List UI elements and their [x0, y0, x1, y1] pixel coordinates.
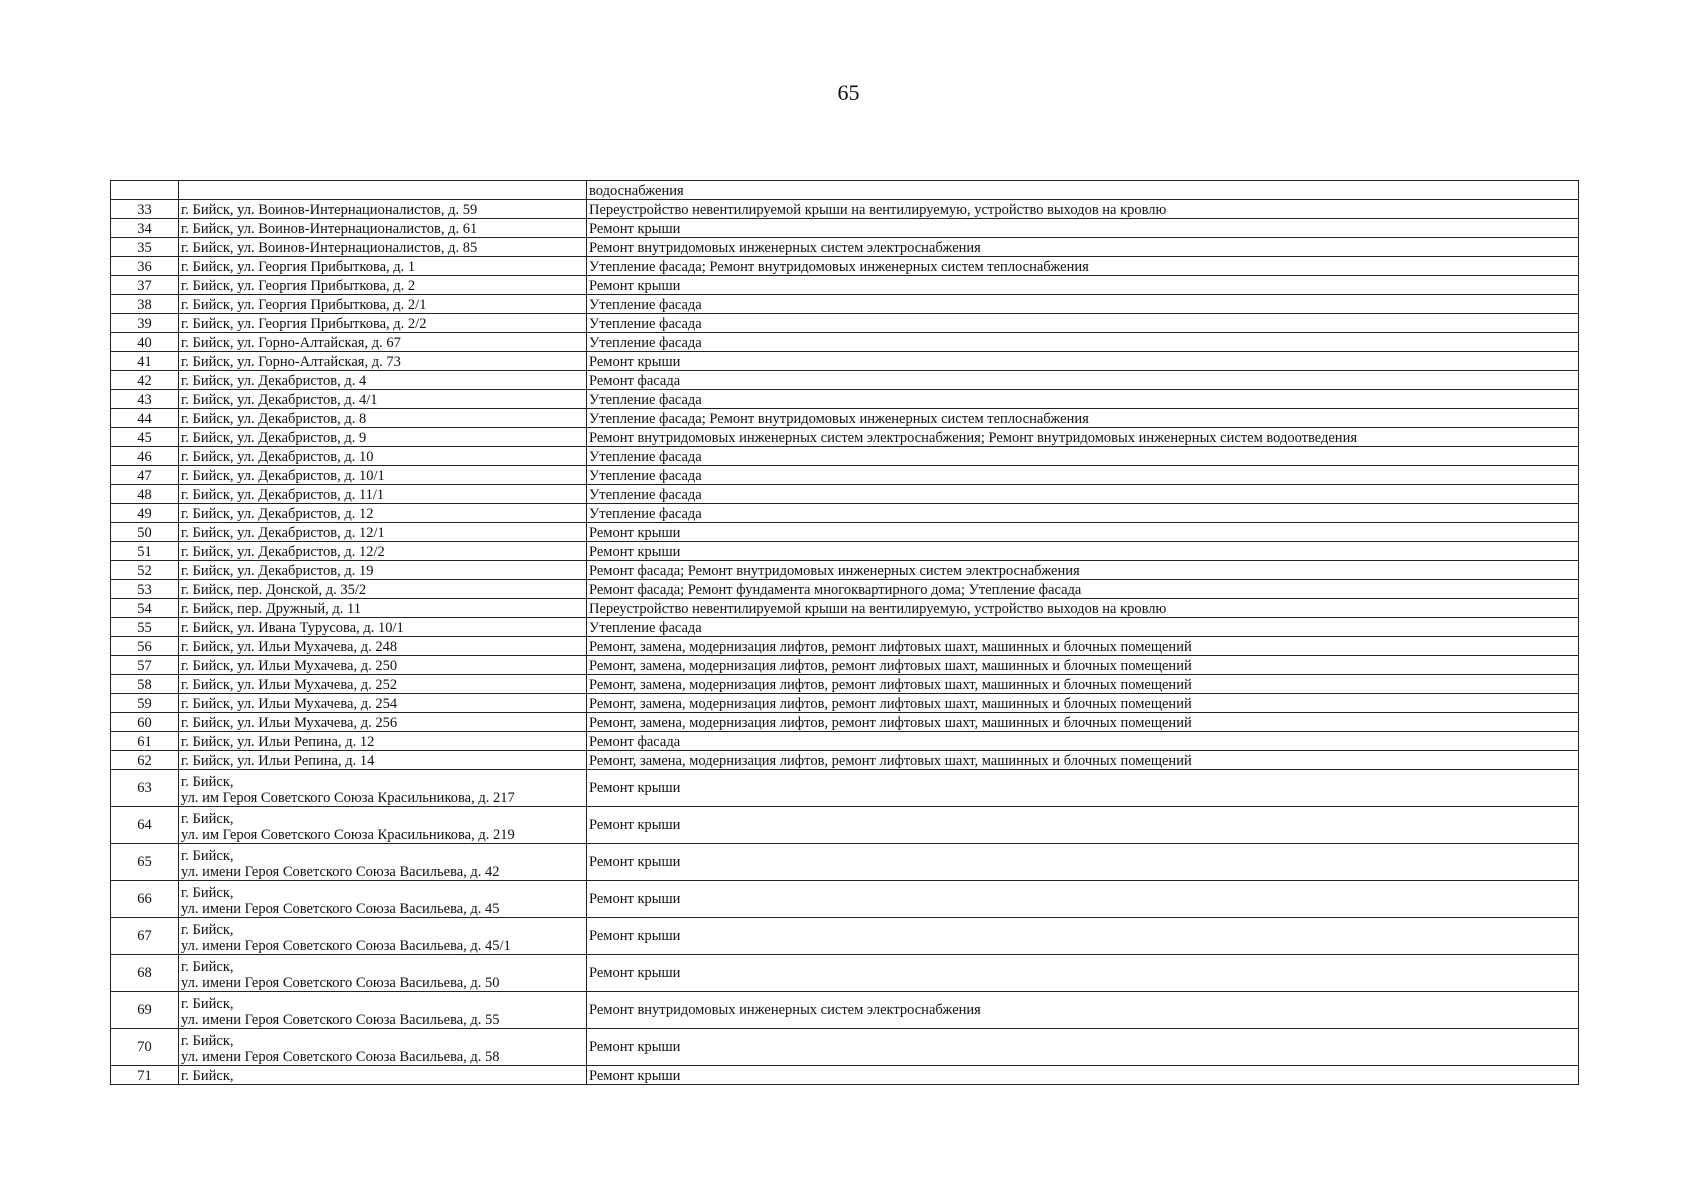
work-type-cell: Переустройство невентилируемой крыши на вентилируемую, устройство выходов на кровлю — [587, 599, 1579, 618]
table-row — [111, 409, 1579, 428]
row-number: 70 — [111, 1029, 179, 1066]
table-row — [111, 447, 1579, 466]
table-row — [111, 844, 1579, 881]
address-line: г. Бийск, ул. Декабристов, д. 12/2 — [181, 544, 385, 560]
table-row — [111, 561, 1579, 580]
row-number: 60 — [111, 713, 179, 732]
works-table — [110, 180, 1579, 1085]
work-type-cell: Ремонт крыши — [587, 276, 1579, 295]
work-type-cell: Ремонт крыши — [587, 881, 1579, 918]
table-row — [111, 314, 1579, 333]
address-line: г. Бийск, ул. Георгия Прибыткова, д. 2/2 — [181, 316, 427, 332]
address-line: г. Бийск, ул. Горно-Алтайская, д. 73 — [181, 354, 401, 370]
row-number: 56 — [111, 637, 179, 656]
table-row — [111, 181, 1579, 200]
work-type-cell: Утепление фасада; Ремонт внутридомовых инженерных систем теплоснабжения — [587, 257, 1579, 276]
address-cell — [179, 637, 587, 656]
table-row — [111, 542, 1579, 561]
row-number: 47 — [111, 466, 179, 485]
address-cell — [179, 713, 587, 732]
address-cell — [179, 314, 587, 333]
table-row — [111, 732, 1579, 751]
table-body — [111, 181, 1579, 1085]
address-line: г. Бийск, ул. Ильи Мухачева, д. 254 — [181, 696, 398, 712]
work-type-cell: Ремонт, замена, модернизация лифтов, ремонт лифтовых шахт, машинных и блочных помещений — [587, 656, 1579, 675]
address-cell — [179, 295, 587, 314]
row-number: 66 — [111, 881, 179, 918]
table-row — [111, 618, 1579, 637]
work-type-cell: Ремонт фасада; Ремонт фундамента многоквартирного дома; Утепление фасада — [587, 580, 1579, 599]
table-row — [111, 599, 1579, 618]
address-cell — [179, 955, 587, 992]
address-line: ул. им Героя Советского Союза Красильникова, д. 217 — [181, 790, 515, 806]
address-line: ул. им Героя Советского Союза Красильникова, д. 219 — [181, 827, 515, 843]
work-type-cell: Утепление фасада — [587, 390, 1579, 409]
work-type-cell: Переустройство невентилируемой крыши на вентилируемую, устройство выходов на кровлю — [587, 200, 1579, 219]
work-type-cell: Ремонт крыши — [587, 1066, 1579, 1085]
table-row — [111, 390, 1579, 409]
row-number: 41 — [111, 352, 179, 371]
row-number: 65 — [111, 844, 179, 881]
address-line: г. Бийск, — [181, 848, 234, 864]
address-cell — [179, 694, 587, 713]
work-type-cell: Ремонт крыши — [587, 807, 1579, 844]
table-row — [111, 371, 1579, 390]
row-number: 69 — [111, 992, 179, 1029]
table-row — [111, 200, 1579, 219]
address-cell — [179, 390, 587, 409]
row-number: 39 — [111, 314, 179, 333]
address-line: г. Бийск, ул. Декабристов, д. 10/1 — [181, 468, 385, 484]
address-line: г. Бийск, ул. Воинов-Интернационалистов, д. 59 — [181, 202, 478, 218]
address-line: г. Бийск, — [181, 774, 234, 790]
address-cell — [179, 881, 587, 918]
address-cell — [179, 371, 587, 390]
address-cell — [179, 181, 587, 200]
row-number — [111, 181, 179, 200]
address-cell — [179, 751, 587, 770]
work-type-cell: Ремонт, замена, модернизация лифтов, ремонт лифтовых шахт, машинных и блочных помещений — [587, 713, 1579, 732]
row-number: 52 — [111, 561, 179, 580]
work-type-cell: Ремонт, замена, модернизация лифтов, ремонт лифтовых шахт, машинных и блочных помещений — [587, 694, 1579, 713]
work-type-cell: Ремонт фасада — [587, 371, 1579, 390]
table-row — [111, 295, 1579, 314]
address-line: г. Бийск, ул. Ивана Турусова, д. 10/1 — [181, 620, 404, 636]
work-type-cell: Ремонт крыши — [587, 1029, 1579, 1066]
address-cell — [179, 732, 587, 751]
table-row — [111, 485, 1579, 504]
address-line: г. Бийск, ул. Декабристов, д. 4 — [181, 373, 367, 389]
address-line: г. Бийск, ул. Горно-Алтайская, д. 67 — [181, 335, 401, 351]
work-type-cell: Утепление фасада — [587, 314, 1579, 333]
address-cell — [179, 352, 587, 371]
address-cell — [179, 599, 587, 618]
address-cell — [179, 618, 587, 637]
address-line: г. Бийск, ул. Декабристов, д. 12/1 — [181, 525, 385, 541]
row-number: 44 — [111, 409, 179, 428]
address-line: г. Бийск, — [181, 1033, 234, 1049]
work-type-cell: Ремонт крыши — [587, 542, 1579, 561]
address-cell — [179, 561, 587, 580]
address-line: ул. имени Героя Советского Союза Васильева, д. 55 — [181, 1012, 500, 1028]
address-line: г. Бийск, ул. Ильи Репина, д. 14 — [181, 753, 375, 769]
table-row — [111, 276, 1579, 295]
table-row — [111, 955, 1579, 992]
address-line: г. Бийск, ул. Декабристов, д. 8 — [181, 411, 367, 427]
work-type-cell: Ремонт внутридомовых инженерных систем электроснабжения — [587, 238, 1579, 257]
table-row — [111, 352, 1579, 371]
address-line: г. Бийск, пер. Дружный, д. 11 — [181, 601, 361, 617]
table-row — [111, 466, 1579, 485]
work-type-cell: Утепление фасада — [587, 295, 1579, 314]
row-number: 68 — [111, 955, 179, 992]
row-number: 42 — [111, 371, 179, 390]
address-line: г. Бийск, ул. Декабристов, д. 9 — [181, 430, 367, 446]
table-row — [111, 807, 1579, 844]
row-number: 55 — [111, 618, 179, 637]
work-type-cell: Ремонт фасада; Ремонт внутридомовых инженерных систем электроснабжения — [587, 561, 1579, 580]
table-row — [111, 918, 1579, 955]
row-number: 64 — [111, 807, 179, 844]
address-cell — [179, 1066, 587, 1085]
row-number: 38 — [111, 295, 179, 314]
row-number: 51 — [111, 542, 179, 561]
work-type-cell: Утепление фасада — [587, 466, 1579, 485]
address-cell — [179, 485, 587, 504]
address-cell — [179, 580, 587, 599]
address-line: ул. имени Героя Советского Союза Васильева, д. 45 — [181, 901, 500, 917]
table-row — [111, 238, 1579, 257]
row-number: 67 — [111, 918, 179, 955]
work-type-cell: Ремонт, замена, модернизация лифтов, ремонт лифтовых шахт, машинных и блочных помещений — [587, 675, 1579, 694]
address-cell — [179, 770, 587, 807]
table-row — [111, 580, 1579, 599]
work-type-cell: Ремонт крыши — [587, 770, 1579, 807]
work-type-cell: Ремонт, замена, модернизация лифтов, ремонт лифтовых шахт, машинных и блочных помещений — [587, 751, 1579, 770]
address-line: ул. имени Героя Советского Союза Васильева, д. 45/1 — [181, 938, 511, 954]
address-line: г. Бийск, пер. Донской, д. 35/2 — [181, 582, 367, 598]
row-number: 63 — [111, 770, 179, 807]
row-number: 33 — [111, 200, 179, 219]
row-number: 43 — [111, 390, 179, 409]
work-type-cell: Ремонт крыши — [587, 523, 1579, 542]
table-row — [111, 504, 1579, 523]
row-number: 61 — [111, 732, 179, 751]
row-number: 50 — [111, 523, 179, 542]
work-type-cell: Ремонт внутридомовых инженерных систем электроснабжения — [587, 992, 1579, 1029]
address-line: г. Бийск, ул. Георгия Прибыткова, д. 1 — [181, 259, 416, 275]
address-cell — [179, 992, 587, 1029]
table-row — [111, 694, 1579, 713]
table-row — [111, 656, 1579, 675]
address-line: г. Бийск, — [181, 922, 234, 938]
row-number: 46 — [111, 447, 179, 466]
work-type-cell: Утепление фасада — [587, 485, 1579, 504]
work-type-cell: Ремонт крыши — [587, 352, 1579, 371]
address-line: г. Бийск, ул. Декабристов, д. 4/1 — [181, 392, 378, 408]
row-number: 48 — [111, 485, 179, 504]
work-type-cell: Ремонт крыши — [587, 955, 1579, 992]
address-line: г. Бийск, ул. Декабристов, д. 12 — [181, 506, 374, 522]
address-line: г. Бийск, — [181, 811, 234, 827]
address-line: ул. имени Героя Советского Союза Васильева, д. 42 — [181, 864, 500, 880]
address-cell — [179, 466, 587, 485]
work-type-cell: водоснабжения — [587, 181, 1579, 200]
address-line: г. Бийск, ул. Декабристов, д. 19 — [181, 563, 374, 579]
row-number: 36 — [111, 257, 179, 276]
address-cell — [179, 200, 587, 219]
address-line: г. Бийск, ул. Декабристов, д. 11/1 — [181, 487, 385, 503]
row-number: 35 — [111, 238, 179, 257]
row-number: 54 — [111, 599, 179, 618]
address-line: г. Бийск, ул. Ильи Мухачева, д. 250 — [181, 658, 398, 674]
table-row — [111, 1066, 1579, 1085]
address-line: ул. имени Героя Советского Союза Васильева, д. 50 — [181, 975, 500, 991]
work-type-cell: Утепление фасада — [587, 504, 1579, 523]
address-line: г. Бийск, ул. Воинов-Интернационалистов, д. 85 — [181, 240, 478, 256]
address-cell — [179, 428, 587, 447]
work-type-cell: Утепление фасада — [587, 333, 1579, 352]
table-row — [111, 257, 1579, 276]
row-number: 62 — [111, 751, 179, 770]
address-line: г. Бийск, ул. Ильи Мухачева, д. 256 — [181, 715, 398, 731]
row-number: 40 — [111, 333, 179, 352]
table-row — [111, 713, 1579, 732]
row-number: 34 — [111, 219, 179, 238]
address-line: г. Бийск, ул. Георгия Прибыткова, д. 2/1 — [181, 297, 427, 313]
address-cell — [179, 675, 587, 694]
address-line: г. Бийск, — [181, 885, 234, 901]
address-cell — [179, 807, 587, 844]
row-number: 58 — [111, 675, 179, 694]
row-number: 37 — [111, 276, 179, 295]
address-cell — [179, 1029, 587, 1066]
work-type-cell: Ремонт фасада — [587, 732, 1579, 751]
row-number: 59 — [111, 694, 179, 713]
work-type-cell: Утепление фасада — [587, 447, 1579, 466]
table-row — [111, 1029, 1579, 1066]
table-row — [111, 675, 1579, 694]
address-line: г. Бийск, ул. Декабристов, д. 10 — [181, 449, 374, 465]
table-row — [111, 751, 1579, 770]
address-cell — [179, 656, 587, 675]
address-cell — [179, 523, 587, 542]
address-cell — [179, 844, 587, 881]
address-cell — [179, 918, 587, 955]
table-row — [111, 219, 1579, 238]
work-type-cell: Ремонт крыши — [587, 844, 1579, 881]
address-line: г. Бийск, ул. Ильи Репина, д. 12 — [181, 734, 375, 750]
page-number: 65 — [837, 80, 860, 105]
address-cell — [179, 276, 587, 295]
address-cell — [179, 409, 587, 428]
row-number: 57 — [111, 656, 179, 675]
work-type-cell: Ремонт крыши — [587, 219, 1579, 238]
address-cell — [179, 333, 587, 352]
work-type-cell: Утепление фасада — [587, 618, 1579, 637]
address-line: г. Бийск, ул. Ильи Мухачева, д. 252 — [181, 677, 398, 693]
address-line: ул. имени Героя Советского Союза Васильева, д. 58 — [181, 1049, 500, 1065]
address-cell — [179, 447, 587, 466]
table-row — [111, 637, 1579, 656]
work-type-cell: Ремонт внутридомовых инженерных систем электроснабжения; Ремонт внутридомовых инженерных систем водоотведения — [587, 428, 1579, 447]
row-number: 71 — [111, 1066, 179, 1085]
address-cell — [179, 257, 587, 276]
address-cell — [179, 542, 587, 561]
work-type-cell: Утепление фасада; Ремонт внутридомовых инженерных систем теплоснабжения — [587, 409, 1579, 428]
address-cell — [179, 219, 587, 238]
address-line: г. Бийск, — [181, 959, 234, 975]
row-number: 53 — [111, 580, 179, 599]
address-cell — [179, 504, 587, 523]
address-cell — [179, 238, 587, 257]
row-number: 45 — [111, 428, 179, 447]
work-type-cell: Ремонт крыши — [587, 918, 1579, 955]
address-line: г. Бийск, ул. Георгия Прибыткова, д. 2 — [181, 278, 416, 294]
table-row — [111, 523, 1579, 542]
address-line: г. Бийск, ул. Ильи Мухачева, д. 248 — [181, 639, 398, 655]
address-line: г. Бийск, ул. Воинов-Интернационалистов, д. 61 — [181, 221, 478, 237]
address-line: г. Бийск, — [181, 1068, 234, 1084]
table-row — [111, 428, 1579, 447]
table-row — [111, 770, 1579, 807]
table-row — [111, 881, 1579, 918]
row-number: 49 — [111, 504, 179, 523]
table-row — [111, 992, 1579, 1029]
table-row — [111, 333, 1579, 352]
work-type-cell: Ремонт, замена, модернизация лифтов, ремонт лифтовых шахт, машинных и блочных помещений — [587, 637, 1579, 656]
address-line: г. Бийск, — [181, 996, 234, 1012]
